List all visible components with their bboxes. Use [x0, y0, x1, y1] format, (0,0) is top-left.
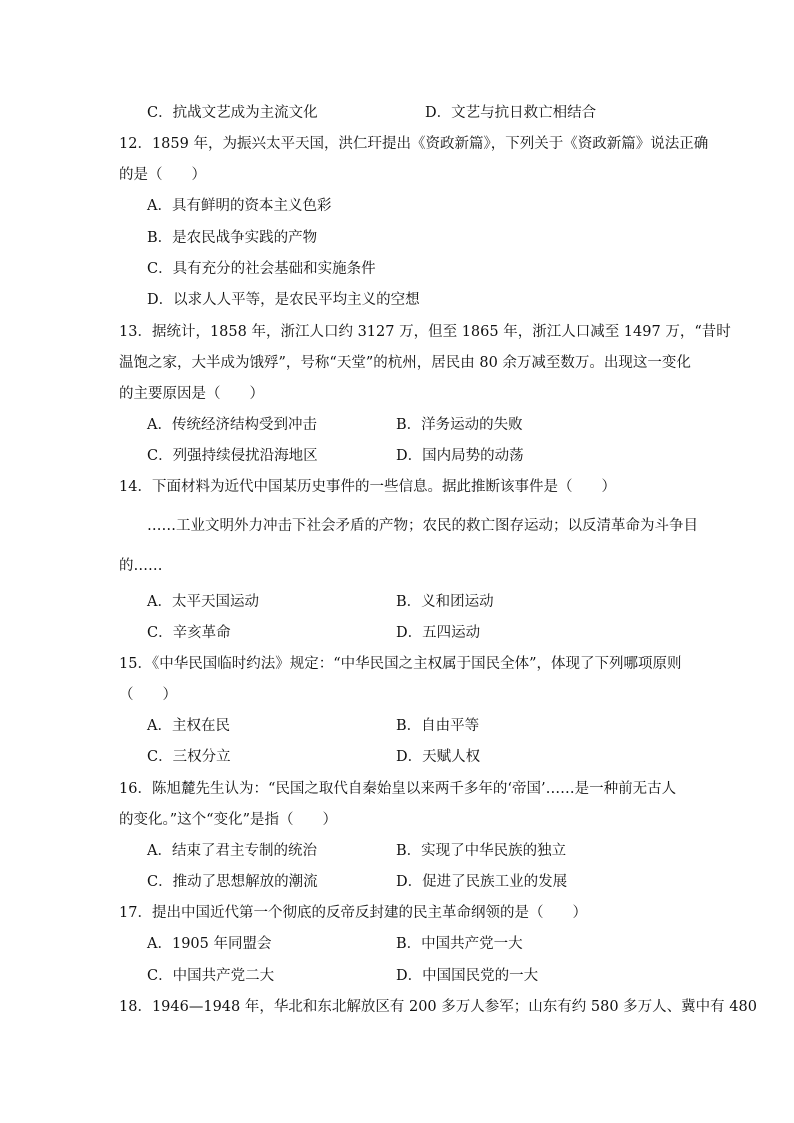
q12-option-a: A．具有鲜明的资本主义色彩 — [147, 198, 332, 214]
q11-option-c: C．抗战文艺成为主流文化 — [147, 105, 318, 121]
q15-stem-line-2: （ ） — [119, 687, 177, 703]
q15-stem-line-1: 15．《中华民国临时约法》规定：“中华民国之主权属于国民全体”，体现了下列哪项原则 — [119, 656, 682, 672]
q17-option-c: C．中国共产党二大 — [147, 968, 275, 984]
q12-option-d: D．以求人人平等，是农民平均主义的空想 — [147, 292, 420, 308]
q14-option-c: C．辛亥革命 — [147, 625, 231, 641]
q14-stem: 14．下面材料为近代中国某历史事件的一些信息。据此推断该事件是（ ） — [119, 479, 616, 495]
q13-stem-line-3: 的主要原因是（ ） — [119, 386, 264, 402]
q16-option-d: D．促进了民族工业的发展 — [396, 874, 568, 890]
q14-option-b: B．义和团运动 — [396, 594, 494, 610]
q16-option-c: C．推动了思想解放的潮流 — [147, 874, 318, 890]
q12-option-c: C．具有充分的社会基础和实施条件 — [147, 261, 376, 277]
q14-material-line-1: ……工业文明外力冲击下社会矛盾的产物；农民的救亡图存运动；以反清革命为斗争目 — [147, 518, 698, 534]
q13-stem-line-2: 温饱之家，大半成为饿殍”，号称“天堂”的杭州，居民由 80 余万减至数万。出现这一变化 — [119, 355, 691, 371]
q15-option-d: D．天赋人权 — [396, 749, 481, 765]
q16-option-a: A．结束了君主专制的统治 — [147, 843, 317, 859]
q15-option-b: B．自由平等 — [396, 718, 480, 734]
q16-stem-line-2: 的变化。”这个“变化”是指（ ） — [119, 812, 337, 828]
q15-option-a: A．主权在民 — [147, 718, 230, 734]
q17-option-b: B．中国共产党一大 — [396, 936, 523, 952]
q12-stem-line-1: 12．1859 年，为振兴太平天国，洪仁玕提出《资政新篇》，下列关于《资政新篇》说法正确 — [119, 136, 709, 152]
q13-option-b: B．洋务运动的失败 — [396, 417, 523, 433]
q14-option-a: A．太平天国运动 — [147, 594, 259, 610]
q17-stem: 17．提出中国近代第一个彻底的反帝反封建的民主革命纲领的是（ ） — [119, 905, 587, 921]
q13-option-a: A．传统经济结构受到冲击 — [147, 417, 317, 433]
q18-stem-line-1: 18．1946—1948 年，华北和东北解放区有 200 多万人参军；山东有约 580 多万人、冀中有 480 — [119, 999, 757, 1015]
q17-option-d: D．中国国民党的一大 — [396, 968, 539, 984]
q16-option-b: B．实现了中华民族的独立 — [396, 843, 567, 859]
q16-stem-line-1: 16．陈旭麓先生认为：“民国之取代自秦始皇以来两千多年的‘帝国’……是一种前无古人 — [119, 781, 677, 797]
q15-option-c: C．三权分立 — [147, 749, 231, 765]
q12-option-b: B．是农民战争实践的产物 — [147, 230, 318, 246]
q13-option-d: D．国内局势的动荡 — [396, 448, 524, 464]
q17-option-a: A．1905 年同盟会 — [147, 936, 272, 952]
q11-option-d: D．文艺与抗日救亡相结合 — [425, 105, 597, 121]
q13-option-c: C．列强持续侵扰沿海地区 — [147, 448, 318, 464]
q12-stem-line-2: 的是（ ） — [119, 167, 206, 183]
q14-material-line-2: 的…… — [119, 558, 163, 574]
q14-option-d: D．五四运动 — [396, 625, 481, 641]
q13-stem-line-1: 13．据统计，1858 年，浙江人口约 3127 万，但至 1865 年，浙江人口减至 1497 万，“昔时 — [119, 324, 731, 340]
